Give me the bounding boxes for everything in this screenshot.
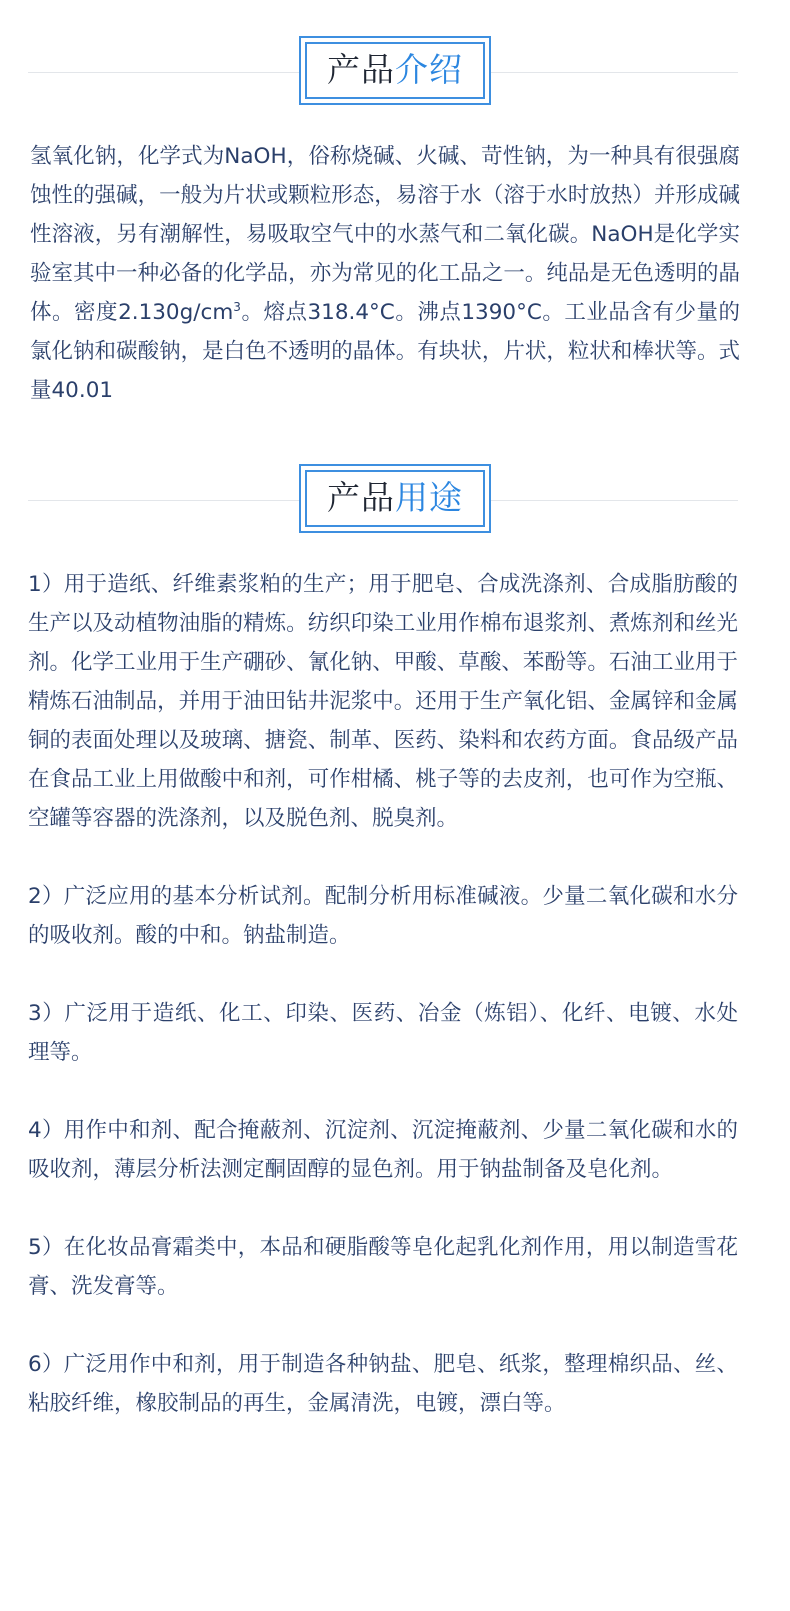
uses-title-dark: 产品 [327,478,395,517]
uses-title-frame [299,464,491,533]
intro-text-part-2: 。熔点318.4°C。沸点1390°C。工业品含有少量的氯化钠和碳酸钠，是白色不透明的晶体。有块状，片状，粒状和棒状等。式量40.01 [30,300,740,403]
uses-title [305,470,485,527]
intro-text-part-1: 氢氧化钠，化学式为NaOH，俗称烧碱、火碱、苛性钠，为一种具有很强腐蚀性的强碱，一般为片状或颗粒形态，易溶于水（溶于水时放热）并形成碱性溶液，另有潮解性，易吸取空气中的水蒸气和二氧化碳。NaOH是化学实验室其中一种必备的化学品，亦为常见的化工品之一。纯品是无色透明的晶体。密度2.130g/cm [30,144,740,325]
uses-item-4: 4）用作中和剂、配合掩蔽剂、沉淀剂、沉淀掩蔽剂、少量二氧化碳和水的吸收剂，薄层分析法测定酮固醇的显色剂。用于钠盐制备及皂化剂。 [28,1118,738,1182]
uses-item-3: 3）广泛用于造纸、化工、印染、医药、冶金（炼铝）、化纤、电镀、水处理等。 [28,1001,738,1065]
intro-title-frame [299,36,491,105]
intro-title [305,42,485,99]
intro-text-superscript: 3 [233,299,241,314]
uses-item-5: 5）在化妆品膏霜类中，本品和硬脂酸等皂化起乳化剂作用，用以制造雪花膏、洗发膏等。 [28,1235,738,1299]
uses-section-header [0,464,790,536]
intro-title-dark: 产品 [327,50,395,89]
intro-title-accent: 介绍 [395,50,463,89]
intro-section-header [0,36,790,108]
intro-paragraph [30,137,740,410]
uses-item-1: 1）用于造纸、纤维素浆粕的生产；用于肥皂、合成洗涤剂、合成脂肪酸的生产以及动植物油脂的精炼。纺织印染工业用作棉布退浆剂、煮炼剂和丝光剂。化学工业用于生产硼砂、氰化钠、甲酸、草酸、苯酚等。石油工业用于精炼石油制品，并用于油田钻井泥浆中。还用于生产氧化铝、金属锌和金属铜的表面处理以及玻璃、搪瓷、制革、医药、染料和农药方面。食品级产品在食品工业上用做酸中和剂，可作柑橘、桃子等的去皮剂，也可作为空瓶、空罐等容器的洗涤剂，以及脱色剂、脱臭剂。 [28,572,738,831]
uses-list [28,565,738,1423]
uses-item-2: 2）广泛应用的基本分析试剂。配制分析用标准碱液。少量二氧化碳和水分的吸收剂。酸的中和。钠盐制造。 [28,884,738,948]
uses-title-accent: 用途 [395,478,463,517]
uses-item-6: 6）广泛用作中和剂，用于制造各种钠盐、肥皂、纸浆，整理棉织品、丝、粘胶纤维，橡胶制品的再生，金属清洗，电镀，漂白等。 [28,1352,738,1416]
